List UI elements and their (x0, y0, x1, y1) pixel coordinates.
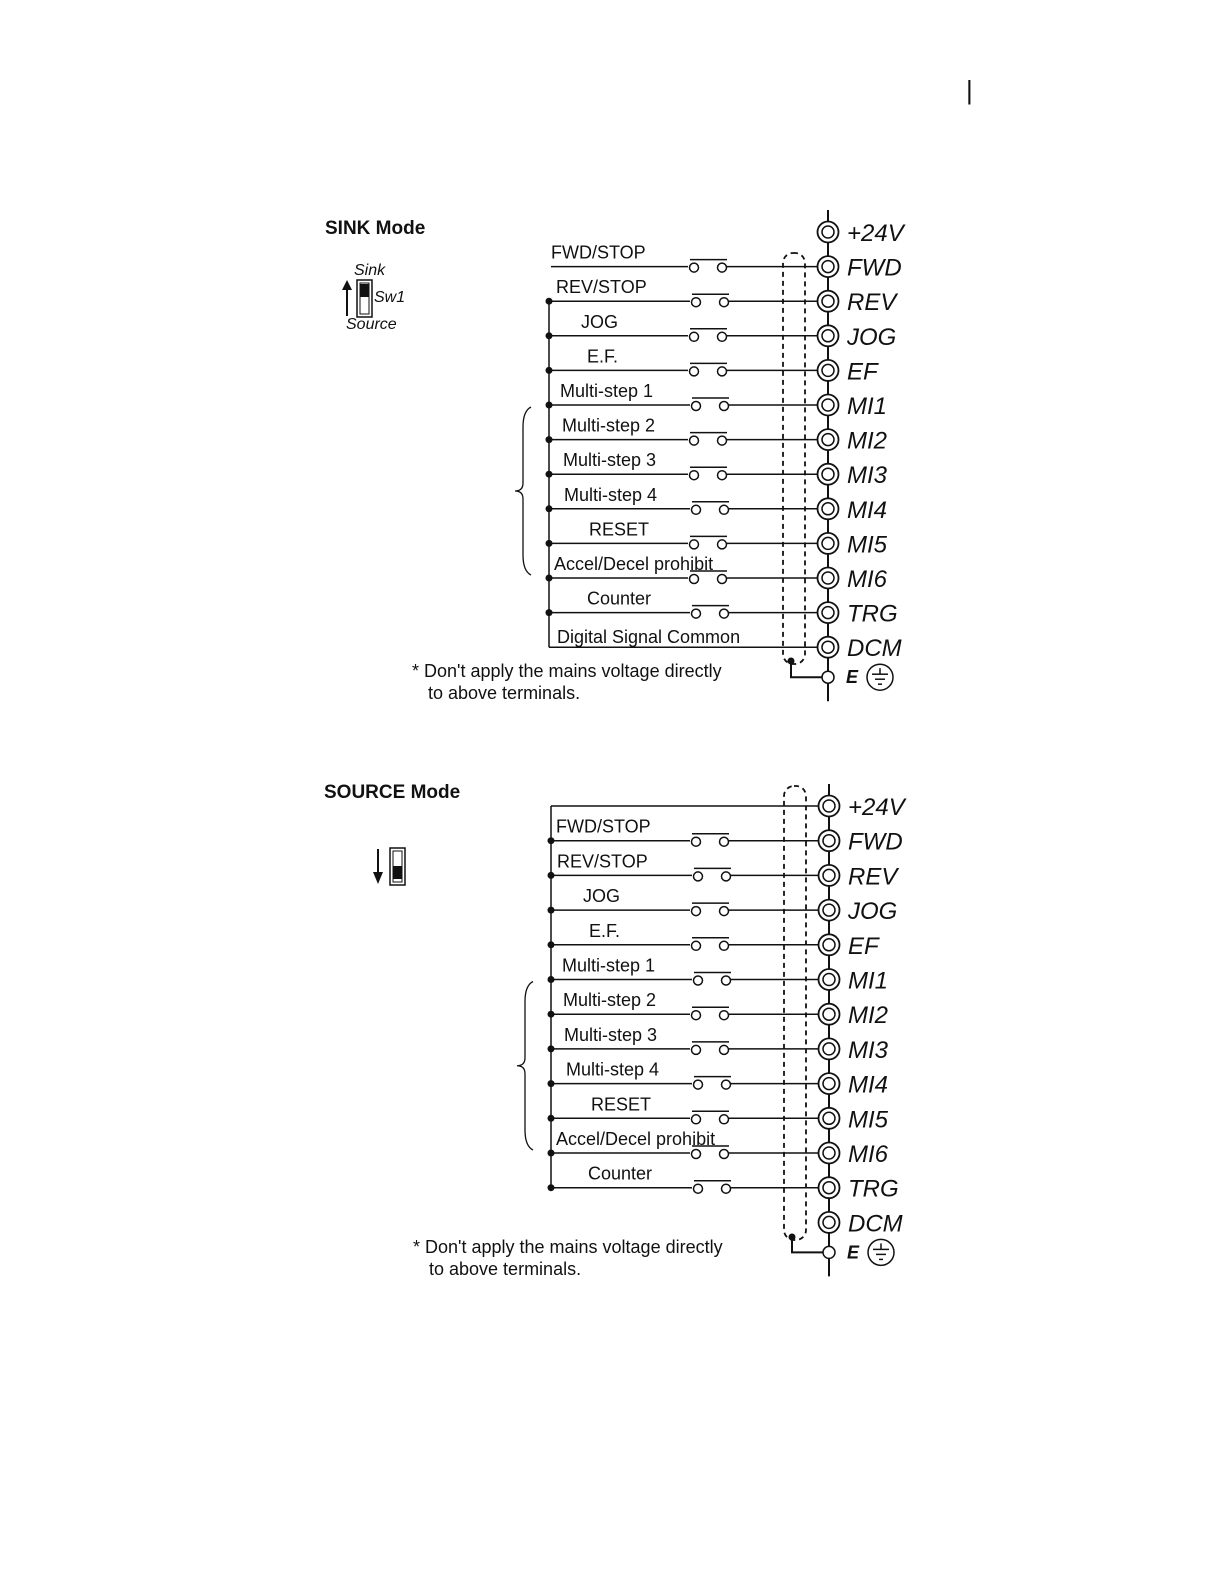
sink-switch-contact (692, 402, 701, 411)
sink-terminal-input (818, 393, 888, 420)
sink-terminal-outer-ring (818, 360, 839, 381)
sink-terminal-label: REV (847, 289, 897, 317)
sink-switch-contact (718, 575, 727, 584)
sink-switch-contact (718, 471, 727, 480)
source-terminal-label: EF (848, 932, 879, 960)
source-junction-dot (548, 1045, 555, 1052)
sink-switch-contact (690, 436, 699, 445)
sink-shield-outline (783, 253, 805, 664)
source-ground-label: E (847, 1242, 860, 1263)
source-junction-dot (548, 976, 555, 983)
source-note-line2: to above terminals. (429, 1259, 582, 1279)
source-junction-dot (548, 1115, 555, 1122)
source-terminal-outer-ring (819, 1004, 840, 1025)
source-terminal-supply (819, 794, 907, 821)
source-mode-diagram (324, 782, 907, 1279)
source-input-label: FWD/STOP (556, 816, 651, 837)
source-input-row (548, 1094, 819, 1124)
source-terminal-label: REV (848, 863, 898, 891)
source-input-label: RESET (591, 1094, 652, 1115)
source-input-label: Counter (588, 1163, 653, 1184)
source-switch-contact (692, 941, 701, 950)
sink-junction-dot (546, 298, 553, 305)
sink-terminal-input (818, 601, 898, 628)
sink-junction-dot (546, 332, 553, 339)
source-terminal-label: MI5 (848, 1106, 889, 1134)
sink-terminal-outer-ring (818, 395, 839, 416)
sink-terminal-outer-ring (818, 222, 839, 243)
source-switch-contact (692, 1115, 701, 1124)
source-input-label: Multi-step 1 (562, 955, 656, 976)
sink-junction-dot (546, 402, 553, 409)
source-input-label: JOG (583, 886, 621, 907)
sink-terminal-outer-ring (818, 256, 839, 277)
source-switch-contact (692, 1045, 701, 1054)
sink-input-row (546, 589, 818, 619)
source-input-row (548, 1025, 819, 1055)
sink-terminal-label: +24V (847, 220, 904, 247)
source-input-row (548, 921, 819, 951)
source-junction-dot (548, 1150, 555, 1157)
source-terminal-label: FWD (848, 828, 903, 856)
sink-switch-contact (718, 332, 727, 341)
source-terminal-label: MI3 (848, 1036, 889, 1064)
source-note-line1: * Don't apply the mains voltage directly (413, 1237, 723, 1257)
source-junction-dot (548, 941, 555, 948)
source-terminal-input (819, 968, 889, 995)
source-switch-contact (692, 1150, 701, 1159)
source-terminal-label: MI2 (848, 1002, 889, 1030)
sink-input-rows (515, 243, 817, 648)
sink-note-line1: * Don't apply the mains voltage directly (412, 661, 722, 681)
sink-terminal-outer-ring (818, 325, 839, 346)
source-terminal-input (819, 1141, 889, 1168)
source-input-label: Multi-step 3 (564, 1024, 658, 1045)
sink-terminal-outer-ring (818, 533, 839, 554)
sink-ground-terminal (822, 671, 834, 683)
sink-terminal-outer-ring (818, 602, 839, 623)
sink-input-label: Counter (587, 588, 652, 609)
sink-input-label: Multi-step 4 (564, 484, 658, 505)
source-switch-contact (720, 1115, 729, 1124)
sink-multistep-brace (515, 407, 531, 575)
sink-terminal-outer-ring (818, 429, 839, 450)
sink-terminal-outer-ring (818, 637, 839, 658)
source-input-rows (517, 806, 818, 1193)
source-terminal-outer-ring (819, 1073, 840, 1094)
source-terminal-outer-ring (819, 934, 840, 955)
sink-switch-contact (690, 263, 699, 272)
source-terminal-input (819, 898, 898, 925)
source-terminal-outer-ring (819, 900, 840, 921)
sw1-source-label: Source (346, 316, 397, 333)
sink-switch-contact (720, 298, 729, 307)
source-junction-dot (548, 1011, 555, 1018)
sink-input-row (546, 277, 818, 307)
sink-input-row (551, 243, 817, 273)
sink-switch-contact (690, 367, 699, 376)
sink-ground-icon (867, 664, 893, 690)
source-terminal-outer-ring (819, 865, 840, 886)
source-terminal-label: TRG (848, 1175, 899, 1203)
sw1-lever (360, 284, 369, 297)
source-input-row (548, 1060, 819, 1090)
source-terminal-label: MI1 (848, 967, 889, 995)
sink-junction-dot (546, 505, 553, 512)
sink-input-label: Multi-step 1 (560, 381, 654, 401)
source-input-label: Multi-step 4 (566, 1059, 660, 1080)
source-switch (373, 848, 405, 885)
source-terminal-outer-ring (819, 1212, 840, 1233)
source-terminal-strip (784, 784, 907, 1276)
sink-terminal-common (818, 635, 902, 662)
sink-terminal-supply (818, 220, 906, 247)
sink-input-label: Accel/Decel prohibit (554, 554, 714, 574)
source-junction-dot (548, 907, 555, 914)
source-switch-contact (720, 907, 729, 916)
source-terminal-input (819, 1002, 889, 1029)
sink-terminal-input (818, 358, 880, 385)
sink-junction-dot (546, 609, 553, 616)
source-terminal-input (819, 1106, 889, 1133)
source-switch-contact (694, 1080, 703, 1089)
source-switch-lever (393, 866, 402, 879)
sink-ground-label: E (846, 667, 859, 688)
sink-terminal-outer-ring (818, 568, 839, 589)
source-terminal-input (819, 863, 900, 890)
sink-input-row (546, 346, 818, 376)
source-switch-contact (694, 872, 703, 881)
source-input-label: E.F. (589, 920, 621, 941)
source-terminal-label: MI4 (848, 1071, 889, 1099)
sink-terminal-outer-ring (818, 498, 839, 519)
source-switch-contact (692, 837, 701, 846)
source-junction-dot (548, 1080, 555, 1087)
source-switch-contact (720, 837, 729, 846)
source-ground-terminal (823, 1246, 835, 1258)
sw1-arrow-up-head-icon (342, 280, 352, 290)
source-terminal-label: MI6 (848, 1141, 889, 1168)
sink-terminal-label: EF (847, 358, 878, 386)
sink-switch-contact (720, 505, 729, 514)
sink-terminal-input (818, 324, 897, 351)
source-switch-contact (722, 1080, 731, 1089)
source-terminal-input (819, 1176, 899, 1203)
sink-input-label: FWD/STOP (551, 242, 646, 263)
sink-junction-dot (546, 540, 553, 547)
sink-input-label: E.F. (587, 346, 619, 367)
source-terminal-label: DCM (848, 1210, 903, 1238)
sink-switch-contact (692, 609, 701, 618)
sink-junction-dot (546, 436, 553, 443)
source-terminal-outer-ring (819, 796, 840, 817)
source-terminal-input (819, 1037, 889, 1064)
sink-switch-contact (718, 367, 727, 376)
sink-terminal-strip (783, 210, 906, 701)
source-switch-contact (720, 1150, 729, 1159)
sink-switch-contact (692, 505, 701, 514)
source-input-row (548, 886, 819, 916)
sink-switch-contact (718, 263, 727, 272)
sink-mode-diagram (325, 210, 906, 703)
sink-terminal-input (818, 497, 888, 524)
sink-terminal-outer-ring (818, 464, 839, 485)
sink-terminal-input (818, 566, 888, 593)
sink-terminal-input (818, 289, 899, 316)
source-junction-dot (548, 837, 555, 844)
sink-terminal-label: FWD (847, 254, 902, 282)
source-switch-contact (692, 907, 701, 916)
sink-terminal-label: MI6 (847, 566, 888, 593)
sink-input-row (546, 416, 818, 446)
sink-switch-contact (690, 332, 699, 341)
sink-input-label: JOG (581, 311, 619, 332)
source-terminal-outer-ring (819, 1177, 840, 1198)
sink-switch-contact (718, 436, 727, 445)
source-input-row (548, 990, 819, 1020)
source-shield-outline (784, 786, 806, 1240)
source-switch-contact (694, 1184, 703, 1193)
sink-switch-contact (718, 540, 727, 549)
source-switch-contact (722, 872, 731, 881)
sink-switch-contact (690, 471, 699, 480)
source-terminal-common (819, 1210, 903, 1237)
sink-terminal-input (818, 428, 888, 455)
sink-input-label: Multi-step 3 (563, 450, 657, 471)
source-junction-dot (548, 872, 555, 879)
source-switch-contact (720, 1045, 729, 1054)
sink-junction-dot (546, 575, 553, 582)
source-input-label: Multi-step 2 (563, 990, 657, 1011)
source-terminal-outer-ring (819, 1108, 840, 1129)
sink-input-label: RESET (589, 519, 650, 540)
source-input-row (548, 1129, 819, 1159)
sink-terminal-label: MI2 (847, 427, 888, 455)
sink-terminal-label: DCM (847, 635, 902, 663)
sink-terminal-label: MI1 (847, 393, 888, 420)
sink-terminal-input (818, 255, 902, 282)
sink-switch-contact (692, 298, 701, 307)
source-switch-contact (722, 976, 731, 985)
source-input-label: Accel/Decel prohibit (556, 1129, 716, 1149)
sink-switch-contact (690, 575, 699, 584)
source-terminal-label: JOG (848, 898, 898, 926)
sink-terminal-label: MI4 (847, 496, 888, 524)
source-terminal-outer-ring (819, 1143, 840, 1164)
sink-junction-dot (546, 367, 553, 374)
sink-terminal-input (818, 462, 888, 489)
sink-input-row (546, 450, 818, 480)
source-switch-contact (720, 1011, 729, 1020)
source-terminal-input (819, 933, 881, 960)
sink-input-label: Multi-step 2 (562, 415, 656, 436)
source-multistep-brace (517, 982, 533, 1151)
sink-terminal-input (818, 531, 888, 558)
sink-terminal-label: MI5 (847, 531, 888, 559)
source-arrow-down-head-icon (373, 872, 383, 884)
sink-switch-contact (690, 540, 699, 549)
source-input-label: REV/STOP (557, 851, 648, 872)
source-input-row (548, 851, 819, 881)
source-terminal-input (819, 829, 903, 856)
sink-mode-title: SINK Mode (325, 218, 426, 239)
source-switch-contact (722, 1184, 731, 1193)
sink-input-row (546, 519, 818, 549)
source-switch-contact (694, 976, 703, 985)
sink-note-line2: to above terminals. (428, 683, 581, 703)
sink-terminal-label: JOG (847, 323, 897, 351)
sw1-name-label: Sw1 (374, 289, 406, 306)
source-switch-contact (720, 941, 729, 950)
sink-input-row (546, 485, 818, 515)
source-terminal-outer-ring (819, 1038, 840, 1059)
source-terminal-input (819, 1072, 889, 1099)
source-input-row (548, 817, 819, 847)
sink-common-label: Digital Signal Common (557, 627, 741, 647)
source-input-row (548, 1164, 819, 1194)
sink-junction-dot (546, 471, 553, 478)
sink-terminal-label: MI3 (847, 462, 888, 490)
source-ground-icon (868, 1239, 894, 1265)
sink-switch-contact (720, 402, 729, 411)
source-terminal-outer-ring (819, 830, 840, 851)
sink-terminal-outer-ring (818, 291, 839, 312)
sink-switch-contact (720, 609, 729, 618)
source-shield-drain-wire (792, 1237, 823, 1252)
sink-input-label: REV/STOP (556, 277, 647, 298)
source-junction-dot (548, 1184, 555, 1191)
sink-input-row (546, 381, 818, 411)
sw1-switch (342, 262, 405, 333)
source-input-row (548, 956, 819, 986)
page-marker: | (966, 75, 973, 105)
source-terminal-outer-ring (819, 969, 840, 990)
sw1-sink-label: Sink (354, 262, 386, 279)
source-mode-title: SOURCE Mode (324, 782, 461, 803)
sink-input-row (546, 554, 818, 584)
sink-input-row (546, 312, 818, 342)
source-switch-contact (692, 1011, 701, 1020)
source-terminal-label: +24V (848, 794, 905, 821)
sink-terminal-label: TRG (847, 600, 898, 628)
